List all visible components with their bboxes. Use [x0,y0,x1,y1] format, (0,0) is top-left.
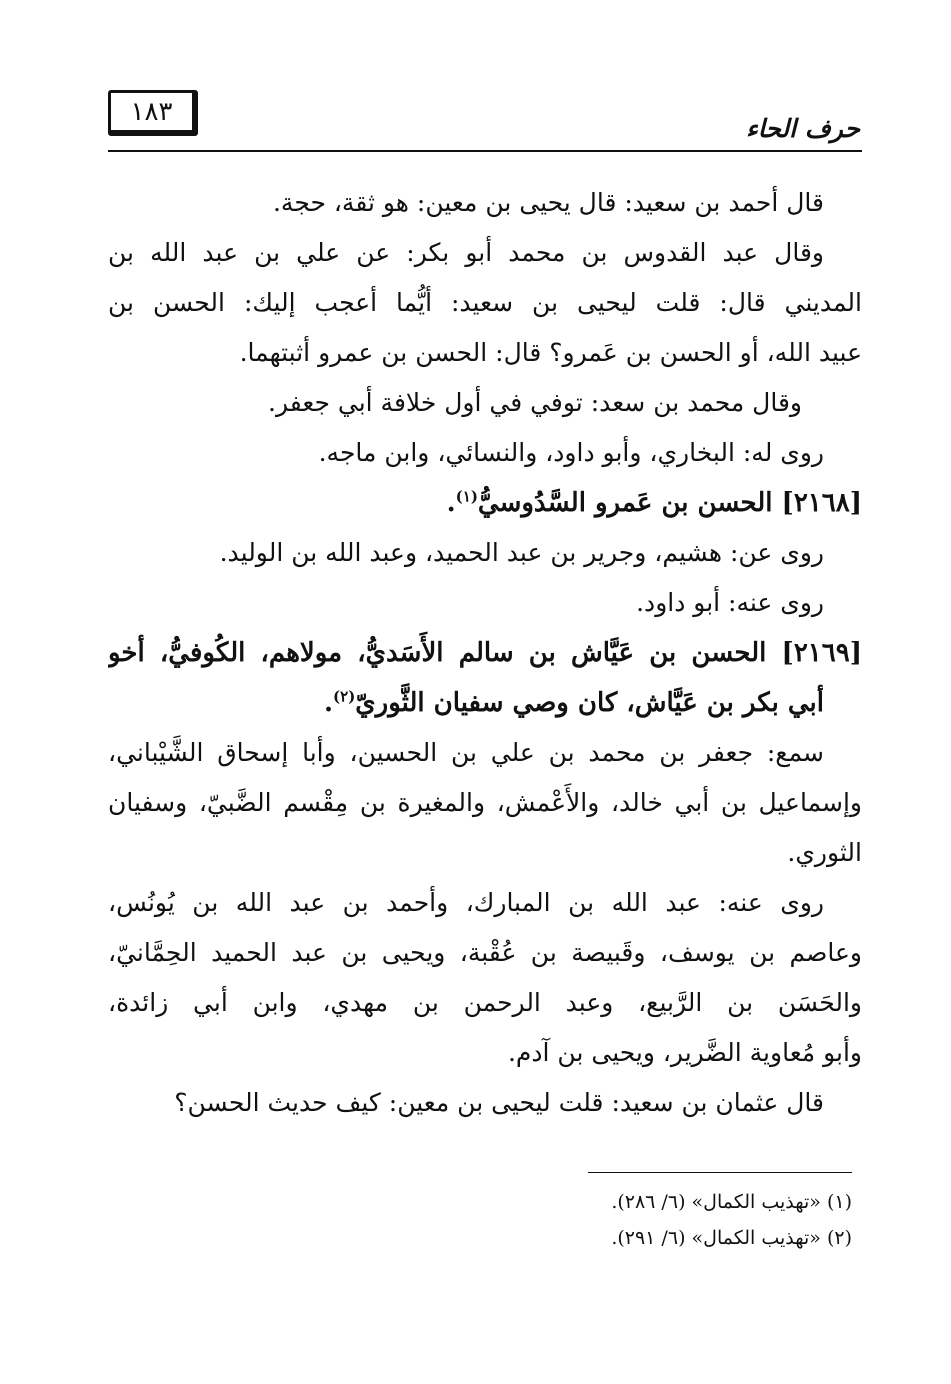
running-head: حرف الحاء [746,114,860,143]
footnote-2: (٢) «تهذيب الكمال» (٦/ ٢٩١). [611,1227,852,1249]
text-line: سمع: جعفر بن محمد بن علي بن الحسين، وأبا إسحاق الشَّيْباني، [108,738,824,767]
text-line: وأبو مُعاوية الضَّرير، ويحيى بن آدم. [507,1038,862,1067]
entry-heading-2169: [٢١٦٩] الحسن بن عَيَّاش بن سالم الأَسَديُّ، مولاهم، الكُوفيُّ، أخو [108,638,862,668]
text-line: المديني قال: قلت ليحيى بن سعيد: أيُّما أعجب إليك: الحسن بن [108,288,862,317]
text-line: الثوري. [787,838,862,867]
page-header [108,90,862,160]
entry-period: . [323,688,334,718]
entry-period: . [446,488,456,518]
entry-heading-2169-cont [108,678,862,728]
main-text [108,178,862,1128]
text-line: والحَسَن بن الرَّبيع، وعبد الرحمن بن مهدي، وابن أبي زائدة، [108,988,862,1017]
text-line: روى له: البخاري، وأبو داود، والنسائي، وابن ماجه. [318,438,824,467]
page-number: ١٨٣ [130,96,173,127]
text-line: روى عنه: عبد الله بن المبارك، وأحمد بن عبد الله بن يُونُس، [108,888,824,917]
footnote-separator [588,1172,852,1173]
text-line: روى عنه: أبو داود. [636,588,824,617]
text-line: وقال عبد القدوس بن محمد أبو بكر: عن علي بن عبد الله بن [108,238,824,267]
text-line: وإسماعيل بن أبي خالد، والأَعْمش، والمغيرة بن مِقْسم الضَّبيّ، وسفيان [108,788,862,817]
entry-title: [٢١٦٨] الحسن بن عَمرو السَّدُوسيُّ [477,488,862,518]
entry-heading-2168 [108,478,862,528]
text-line: وقال محمد بن سعد: توفي في أول خلافة أبي جعفر. [268,388,802,417]
text-line: وعاصم بن يوسف، وقَبيصة بن عُقْبة، ويحيى بن عبد الحميد الحِمَّانيّ، [108,938,862,967]
text-line: قال عثمان بن سعيد: قلت ليحيى بن معين: كيف حديث الحسن؟ [174,1088,824,1117]
footnote-ref-2: (٢) [333,687,356,706]
text-line: روى عن: هشيم، وجرير بن عبد الحميد، وعبد الله بن الوليد. [219,538,824,567]
footnote-1: (١) «تهذيب الكمال» (٦/ ٢٨٦). [611,1191,852,1213]
footnotes [108,1184,852,1256]
footnote-ref-1: (١) [455,487,478,506]
text-line: قال أحمد بن سعيد: قال يحيى بن معين: هو ثقة، حجة. [272,188,824,217]
entry-title: أبي بكر بن عَيَّاش، كان وصي سفيان الثَّوريّ [355,688,824,718]
header-rule [108,150,862,152]
page-number-box [108,90,198,136]
text-line: عبيد الله، أو الحسن بن عَمرو؟ قال: الحسن بن عمرو أثبتهما. [239,338,862,367]
